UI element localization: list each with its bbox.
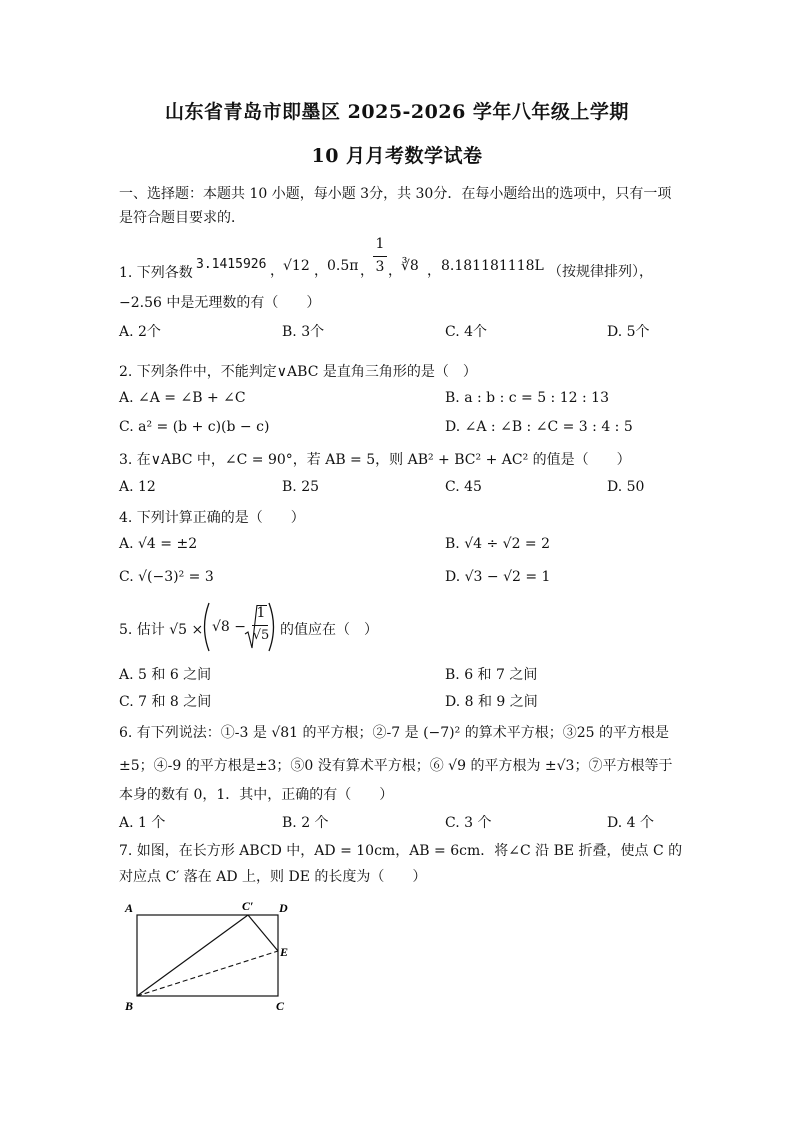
segment-c-prime-e: [248, 915, 278, 951]
q3-option-c: C. 45: [445, 479, 482, 495]
label-c: C: [276, 999, 285, 1013]
q5-stem-end: 的值应在（ ）: [280, 622, 378, 638]
q5-fraction-bar: [252, 625, 268, 626]
q2-option-b: B. a : b : c = 5 : 12 : 13: [445, 390, 609, 406]
q1-stem-line2: −2.56 中是无理数的有（ ）: [119, 295, 321, 311]
q5-option-a: A. 5 和 6 之间: [119, 667, 212, 683]
fold-line-be: [137, 951, 278, 996]
q1-half-pi: 0.5π: [327, 258, 359, 274]
q6-option-a: A. 1 个: [119, 815, 166, 831]
q2-option-d: D. ∠A : ∠B : ∠C = 3 : 4 : 5: [445, 419, 633, 435]
q1-option-b: B. 3个: [282, 324, 325, 340]
q1-cuberoot8: ∛8: [401, 258, 419, 274]
q7-stem-line1: 7. 如图，在长方形 ABCD 中，AD = 10cm，AB = 6cm．将∠C 沿 BE 折叠，使点 C 的: [119, 843, 683, 859]
q4-option-d: D. √3 − √2 = 1: [445, 569, 551, 585]
rectangle-abcd: [137, 915, 278, 996]
q5-left-paren: [199, 601, 211, 653]
q5-option-d: D. 8 和 9 之间: [445, 694, 538, 710]
section-heading-line2: 是符合题目要求的．: [119, 210, 245, 226]
q1-repeating-number: 8.181181118L: [441, 258, 544, 274]
q3-option-d: D. 50: [607, 479, 645, 495]
q5-right-paren: [267, 601, 279, 653]
q6-stem-line3: 本身的数有 0，1．其中，正确的有（ ）: [119, 787, 394, 803]
q1-stem-end: （按规律排列），: [548, 264, 653, 280]
q5-stem-start: 5. 估计 √5 ×: [119, 622, 204, 638]
q7-stem-line2: 对应点 C′ 落在 AD 上，则 DE 的长度为（ ）: [119, 869, 427, 885]
q1-stem-start: 1. 下列各数: [119, 265, 193, 281]
q1-sqrt12: √12: [283, 258, 310, 274]
label-e: E: [280, 945, 289, 959]
label-d: D: [279, 901, 288, 915]
label-a: A: [125, 901, 134, 915]
q2-stem: 2. 下列条件中，不能判定∨ABC 是直角三角形的是（ ）: [119, 364, 477, 380]
q1-sep: ，: [314, 263, 328, 279]
q1-option-a: A. 2个: [119, 324, 161, 340]
q1-option-c: C. 4个: [445, 324, 488, 340]
q4-option-c: C. √(−3)² = 3: [119, 569, 214, 585]
rectangle-fold-diagram: [120, 896, 320, 1016]
q2-option-a: A. ∠A = ∠B + ∠C: [119, 390, 246, 406]
q6-option-c: C. 3 个: [445, 815, 492, 831]
q6-stem-line2: ±5；④-9 的平方根是±3；⑤0 没有算术平方根；⑥ √9 的平方根为 ±√3；⑦平方根等于: [119, 758, 673, 774]
q5-inner-term: √8 −: [212, 619, 247, 635]
label-b: B: [125, 999, 134, 1013]
q1-sep: ，: [427, 263, 441, 279]
q5-fraction-denominator: √5: [252, 628, 270, 643]
q1-fraction-numerator: 1: [375, 236, 385, 252]
q3-option-a: A. 12: [119, 479, 156, 495]
q1-fraction-denominator: 3: [375, 259, 385, 275]
q4-stem: 4. 下列计算正确的是（ ）: [119, 510, 305, 526]
q1-number-pi-approx: 3.1415926: [196, 257, 267, 272]
section-heading-line1: 一、选择题：本题共 10 小题，每小题 3分，共 30分．在每小题给出的选项中，只有一项: [119, 186, 672, 202]
q2-option-c: C. a² = (b + c)(b − c): [119, 419, 270, 435]
segment-bc-prime: [137, 915, 248, 996]
exam-title-line2: 10 月月考数学试卷: [311, 145, 483, 167]
q6-option-b: B. 2 个: [282, 815, 329, 831]
q6-option-d: D. 4 个: [607, 815, 654, 831]
q4-option-a: A. √4 = ±2: [119, 536, 198, 552]
q1-sep: ，: [360, 263, 374, 279]
q4-option-b: B. √4 ÷ √2 = 2: [445, 536, 551, 552]
q1-sep: ，: [270, 263, 284, 279]
q3-stem: 3. 在∨ABC 中，∠C = 90°，若 AB = 5，则 AB² + BC² + AC² 的值是（ ）: [119, 452, 631, 468]
q6-stem-line1: 6. 有下列说法：①-3 是 √81 的平方根；②-7 是 (−7)² 的算术平方根；③25 的平方根是: [119, 725, 669, 741]
q5-option-b: B. 6 和 7 之间: [445, 667, 538, 683]
q1-sep: ，: [388, 263, 402, 279]
exam-title-line1: 山东省青岛市即墨区 2025-2026 学年八年级上学期: [165, 101, 629, 123]
label-c-prime: C′: [242, 899, 254, 913]
q5-fraction-numerator: 1: [256, 605, 266, 621]
q5-option-c: C. 7 和 8 之间: [119, 694, 212, 710]
q1-option-d: D. 5个: [607, 324, 650, 340]
q3-option-b: B. 25: [282, 479, 320, 495]
q1-fraction-bar: [373, 256, 387, 257]
